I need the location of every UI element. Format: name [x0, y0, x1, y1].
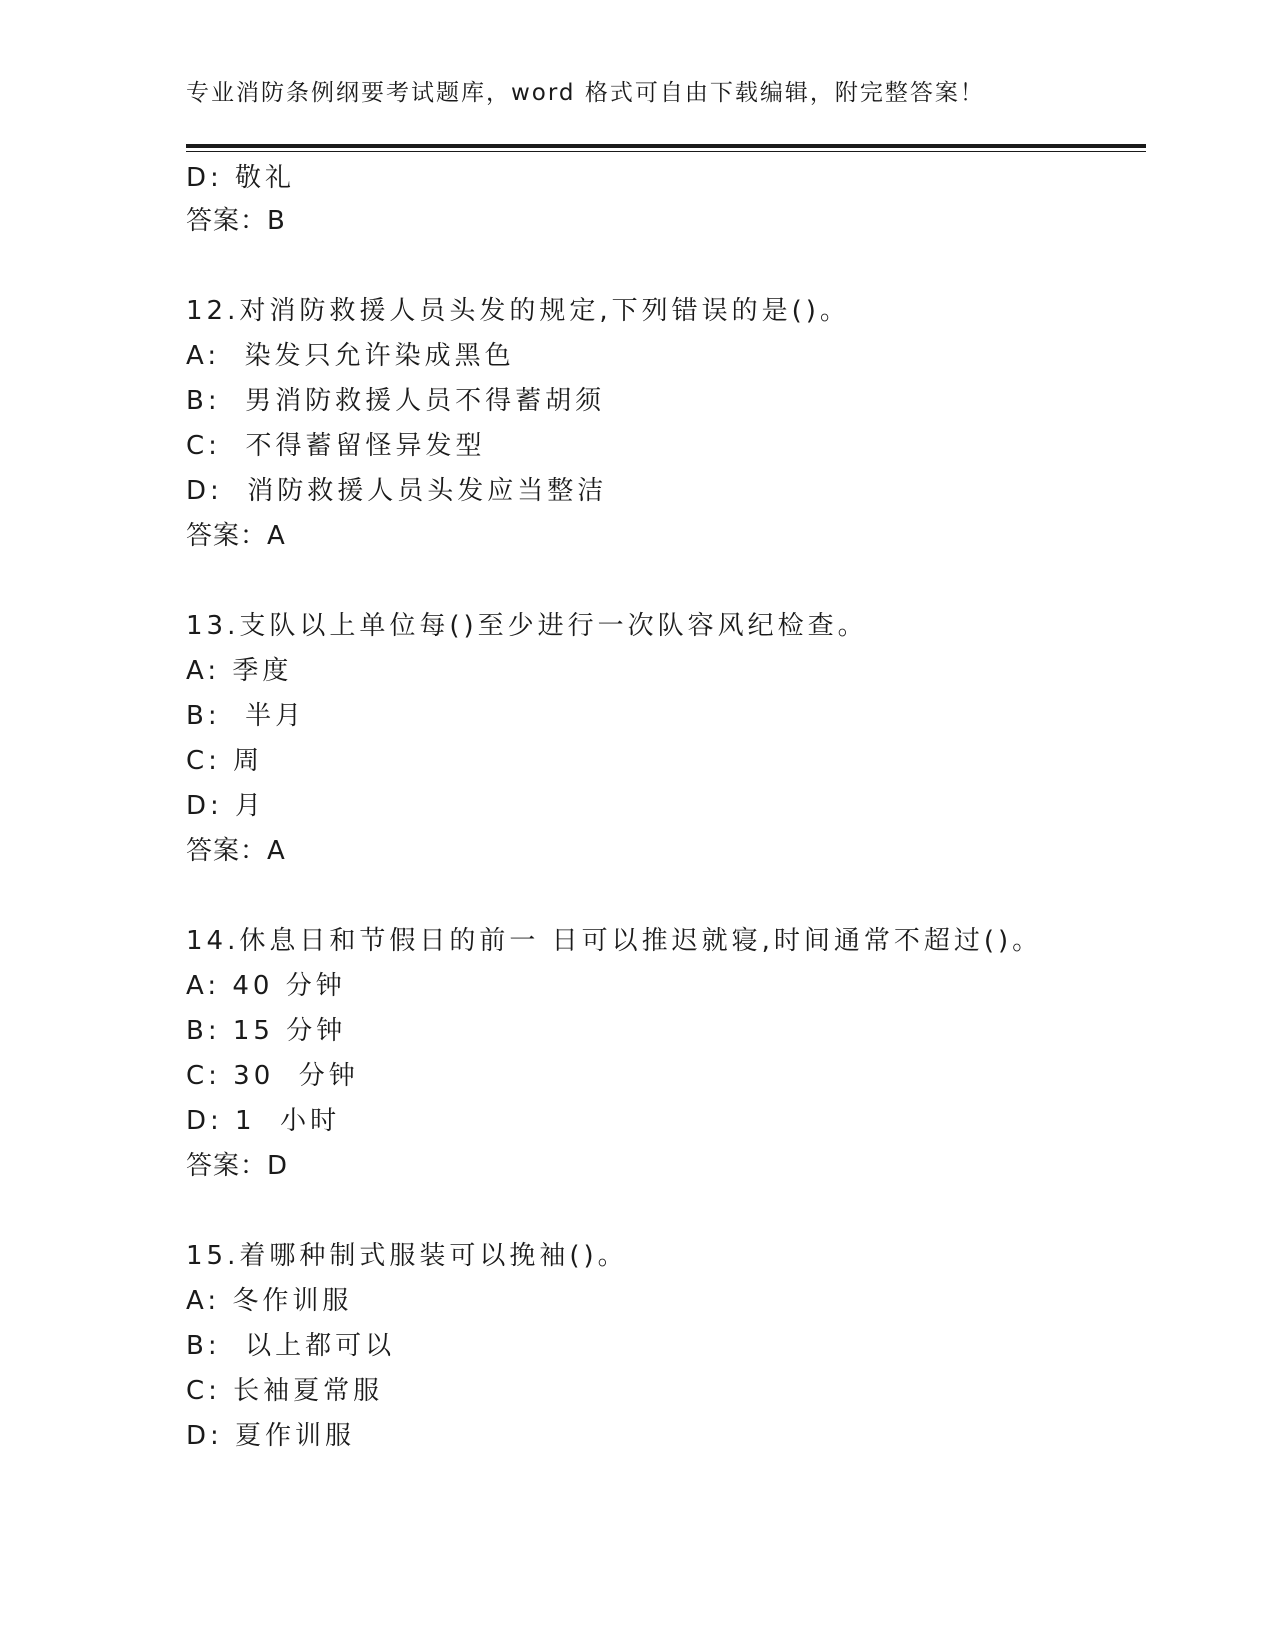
option-text: C: 长袖夏常服: [186, 1376, 384, 1406]
option-text: D: 敬礼: [186, 163, 296, 193]
option-text: A: 40 分钟: [186, 971, 346, 1001]
option-text: B: 半月: [186, 701, 306, 731]
question-text: 14.休息日和节假日的前一 日可以推迟就寝,时间通常不超过()。: [186, 926, 1043, 956]
header-divider-thick: [186, 144, 1146, 148]
option-text: A: 冬作训服: [186, 1286, 353, 1316]
answer-text: 答案：D: [186, 1151, 289, 1181]
answer-text: 答案：B: [186, 206, 286, 236]
answer-text: 答案：A: [186, 836, 286, 866]
answer-text: 答案：A: [186, 521, 286, 551]
question-text: 13.支队以上单位每()至少进行一次队容风纪检查。: [186, 611, 868, 641]
option-text: C: 周: [186, 746, 264, 776]
option-text: D: 消防救援人员头发应当整洁: [186, 476, 608, 506]
option-text: A: 季度: [186, 656, 293, 686]
option-text: C: 30 分钟: [186, 1061, 359, 1091]
option-text: B: 以上都可以: [186, 1331, 396, 1361]
option-text: B: 15 分钟: [186, 1016, 347, 1046]
option-text: D: 夏作训服: [186, 1421, 356, 1451]
option-text: A: 染发只允许染成黑色: [186, 341, 515, 371]
header-divider-thin: [186, 151, 1146, 152]
option-text: B: 男消防救援人员不得蓄胡须: [186, 386, 606, 416]
option-text: D: 1 小时: [186, 1106, 341, 1136]
question-text: 12.对消防救援人员头发的规定,下列错误的是()。: [186, 296, 850, 326]
option-text: D: 月: [186, 791, 266, 821]
option-text: C: 不得蓄留怪异发型: [186, 431, 486, 461]
page-header: 专业消防条例纲要考试题库，word 格式可自由下载编辑，附完整答案！: [186, 80, 985, 106]
question-text: 15.着哪种制式服装可以挽袖()。: [186, 1241, 628, 1271]
